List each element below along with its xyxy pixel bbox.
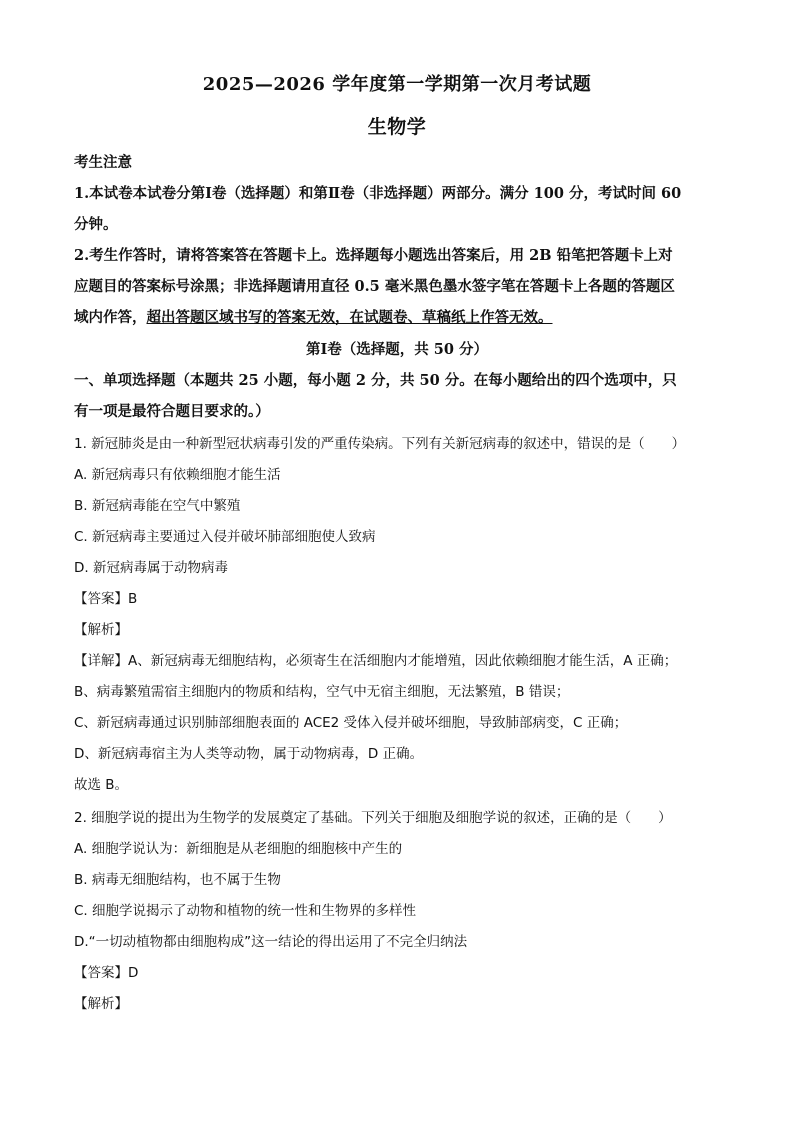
notice-line-2c-prefix: 域内作答， bbox=[74, 309, 147, 326]
q2-option-b: B. 病毒无细胞结构，也不属于生物 bbox=[74, 872, 281, 888]
q1-stem: 1. 新冠肺炎是由一种新型冠状病毒引发的严重传染病。下列有关新冠病毒的叙述中，错误的是（ ） bbox=[74, 436, 686, 452]
q1-conclusion: 故选 B。 bbox=[74, 777, 129, 793]
q1-option-c: C. 新冠病毒主要通过入侵并破坏肺部细胞使人致病 bbox=[74, 529, 376, 545]
q1-option-b: B. 新冠病毒能在空气中繁殖 bbox=[74, 498, 241, 514]
notice-line-1a: 1.本试卷本试卷分第Ⅰ卷（选择题）和第Ⅱ卷（非选择题）两部分。满分 100 分，考试时间 60 bbox=[74, 185, 682, 202]
section-heading-a: 一、单项选择题（本题共 25 小题，每小题 2 分，共 50 分。在每小题给出的四个选项中，只 bbox=[74, 372, 677, 389]
q2-answer-value: D bbox=[128, 965, 139, 981]
q1-option-a: A. 新冠病毒只有依赖细胞才能生活 bbox=[74, 467, 281, 483]
q1-answer-label: 【答案】 bbox=[74, 591, 128, 607]
q1-answer-value: B bbox=[128, 591, 138, 607]
subject-title: 生物学 bbox=[367, 116, 427, 138]
q1-analysis-label: 【解析】 bbox=[74, 622, 128, 638]
notice-line-2c bbox=[74, 306, 724, 327]
exam-title: 2025—2026 学年度第一学期第一次月考试题 bbox=[202, 74, 592, 95]
q1-detail-c: C、新冠病毒通过识别肺部细胞表面的 ACE2 受体入侵并破坏细胞，导致肺部病变，C 正确； bbox=[74, 715, 628, 731]
notice-line-2a: 2.考生作答时，请将答案答在答题卡上。选择题每小题选出答案后，用 2B 铅笔把答题卡上对 bbox=[74, 247, 673, 264]
part-title: 第Ⅰ卷（选择题，共 50 分） bbox=[305, 341, 489, 358]
notice-line-1b: 分钟。 bbox=[74, 216, 118, 233]
q2-option-d: D.“一切动植物都由细胞构成”这一结论的得出运用了不完全归纳法 bbox=[74, 934, 468, 950]
q2-option-c: C. 细胞学说揭示了动物和植物的统一性和生物界的多样性 bbox=[74, 903, 417, 919]
q1-answer bbox=[74, 587, 724, 607]
q1-detail-b: B、病毒繁殖需宿主细胞内的物质和结构，空气中无宿主细胞，无法繁殖，B 错误； bbox=[74, 684, 570, 700]
q2-answer-label: 【答案】 bbox=[74, 965, 128, 981]
q2-stem: 2. 细胞学说的提出为生物学的发展奠定了基础。下列关于细胞及细胞学说的叙述，正确的是（ ） bbox=[74, 810, 672, 826]
q1-detail-a: A、新冠病毒无细胞结构，必须寄生在活细胞内才能增殖，因此依赖细胞才能生活，A 正确； bbox=[128, 653, 678, 669]
section-heading-b: 有一项是最符合题目要求的。） bbox=[74, 403, 270, 420]
notice-line-2b: 应题目的答案标号涂黑；非选择题请用直径 0.5 毫米黑色墨水签字笔在答题卡上各题的答题区 bbox=[74, 278, 675, 295]
notice-line-2c-underlined: 超出答题区域书写的答案无效，在试题卷、草稿纸上作答无效。 bbox=[146, 309, 553, 326]
q1-option-d: D. 新冠病毒属于动物病毒 bbox=[74, 560, 228, 576]
q2-analysis-label: 【解析】 bbox=[74, 996, 128, 1012]
notice-heading: 考生注意 bbox=[74, 154, 132, 171]
q1-detail-line-1 bbox=[74, 649, 724, 669]
q2-option-a: A. 细胞学说认为：新细胞是从老细胞的细胞核中产生的 bbox=[74, 841, 403, 857]
q2-answer bbox=[74, 961, 724, 981]
q1-detail-d: D、新冠病毒宿主为人类等动物，属于动物病毒，D 正确。 bbox=[74, 746, 424, 762]
q1-detail-label: 【详解】 bbox=[74, 653, 128, 669]
